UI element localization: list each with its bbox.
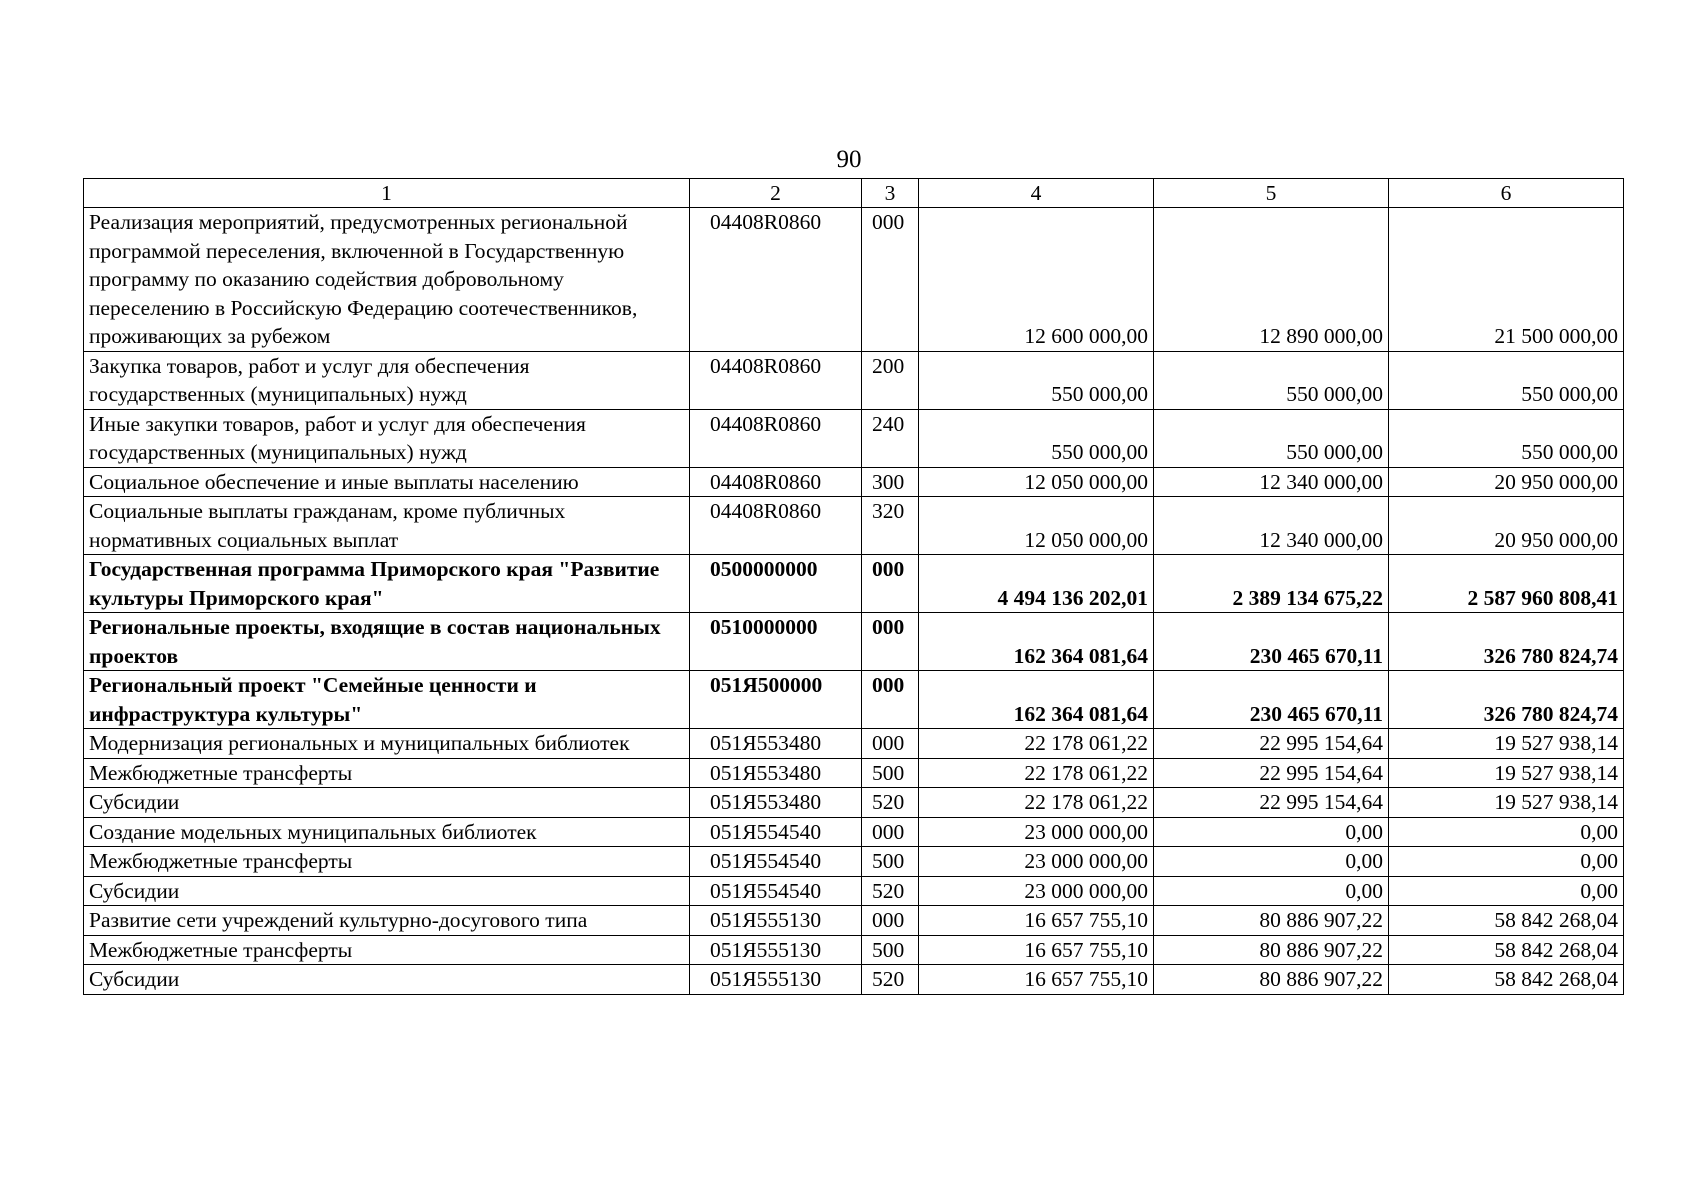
row-expense-type: 300 — [862, 467, 919, 497]
row-value-col6: 550 000,00 — [1389, 409, 1624, 467]
row-target-code: 051Я553480 — [690, 788, 862, 818]
column-header: 4 — [919, 179, 1154, 208]
row-name: Социальное обеспечение и иные выплаты населению — [84, 467, 690, 497]
budget-table — [83, 178, 1624, 995]
row-value-col4: 22 178 061,22 — [919, 758, 1154, 788]
row-value-col5: 22 995 154,64 — [1154, 758, 1389, 788]
table-row — [84, 671, 1624, 729]
row-target-code: 04408R0860 — [690, 351, 862, 409]
row-value-col5: 230 465 670,11 — [1154, 613, 1389, 671]
row-value-col6: 0,00 — [1389, 876, 1624, 906]
row-value-col4: 23 000 000,00 — [919, 817, 1154, 847]
row-value-col6: 58 842 268,04 — [1389, 935, 1624, 965]
table-row — [84, 467, 1624, 497]
row-name: Создание модельных муниципальных библиотек — [84, 817, 690, 847]
row-target-code: 051Я555130 — [690, 965, 862, 995]
row-value-col4: 12 600 000,00 — [919, 208, 1154, 352]
row-name: Закупка товаров, работ и услуг для обеспечения государственных (муниципальных) нужд — [84, 351, 690, 409]
row-target-code: 051Я553480 — [690, 729, 862, 759]
row-name: Субсидии — [84, 876, 690, 906]
row-name: Развитие сети учреждений культурно-досугового типа — [84, 906, 690, 936]
row-name: Иные закупки товаров, работ и услуг для обеспечения государственных (муниципальных) нужд — [84, 409, 690, 467]
row-name: Региональный проект "Семейные ценности и инфраструктура культуры" — [84, 671, 690, 729]
row-expense-type: 200 — [862, 351, 919, 409]
table-row — [84, 208, 1624, 352]
table-row — [84, 965, 1624, 995]
row-value-col5: 0,00 — [1154, 876, 1389, 906]
row-name: Межбюджетные трансферты — [84, 935, 690, 965]
row-value-col6: 20 950 000,00 — [1389, 497, 1624, 555]
column-header: 6 — [1389, 179, 1624, 208]
row-target-code: 04408R0860 — [690, 497, 862, 555]
column-header: 3 — [862, 179, 919, 208]
table-row — [84, 555, 1624, 613]
row-value-col5: 12 340 000,00 — [1154, 467, 1389, 497]
row-value-col6: 19 527 938,14 — [1389, 758, 1624, 788]
row-expense-type: 500 — [862, 758, 919, 788]
table-row — [84, 817, 1624, 847]
table-row — [84, 788, 1624, 818]
table-row — [84, 847, 1624, 877]
row-target-code: 0500000000 — [690, 555, 862, 613]
row-value-col5: 80 886 907,22 — [1154, 935, 1389, 965]
row-value-col4: 22 178 061,22 — [919, 729, 1154, 759]
row-target-code: 051Я555130 — [690, 906, 862, 936]
row-value-col6: 58 842 268,04 — [1389, 965, 1624, 995]
row-value-col6: 20 950 000,00 — [1389, 467, 1624, 497]
row-value-col5: 0,00 — [1154, 847, 1389, 877]
row-value-col4: 16 657 755,10 — [919, 965, 1154, 995]
row-expense-type: 000 — [862, 906, 919, 936]
page-number: 90 — [836, 146, 862, 173]
row-value-col4: 16 657 755,10 — [919, 935, 1154, 965]
row-expense-type: 520 — [862, 876, 919, 906]
row-name: Модернизация региональных и муниципальных библиотек — [84, 729, 690, 759]
row-value-col5: 230 465 670,11 — [1154, 671, 1389, 729]
row-name: Реализация мероприятий, предусмотренных региональной программой переселения, включенной в Государственную программу по оказанию содействия добровольному переселению в Российскую Федерацию соотечественников, проживающих за рубежом — [84, 208, 690, 352]
row-target-code: 051Я554540 — [690, 817, 862, 847]
row-expense-type: 000 — [862, 671, 919, 729]
row-target-code: 051Я554540 — [690, 847, 862, 877]
row-name: Социальные выплаты гражданам, кроме публичных нормативных социальных выплат — [84, 497, 690, 555]
row-value-col4: 16 657 755,10 — [919, 906, 1154, 936]
row-value-col5: 12 890 000,00 — [1154, 208, 1389, 352]
table-row — [84, 758, 1624, 788]
row-target-code: 04408R0860 — [690, 208, 862, 352]
row-value-col6: 550 000,00 — [1389, 351, 1624, 409]
row-target-code: 051Я554540 — [690, 876, 862, 906]
row-expense-type: 240 — [862, 409, 919, 467]
row-value-col6: 0,00 — [1389, 847, 1624, 877]
row-name: Межбюджетные трансферты — [84, 847, 690, 877]
row-value-col6: 58 842 268,04 — [1389, 906, 1624, 936]
table-row — [84, 497, 1624, 555]
row-name: Региональные проекты, входящие в состав национальных проектов — [84, 613, 690, 671]
row-expense-type: 000 — [862, 729, 919, 759]
row-value-col4: 23 000 000,00 — [919, 876, 1154, 906]
row-expense-type: 000 — [862, 817, 919, 847]
table-row — [84, 409, 1624, 467]
row-target-code: 0510000000 — [690, 613, 862, 671]
row-value-col4: 23 000 000,00 — [919, 847, 1154, 877]
row-target-code: 04408R0860 — [690, 467, 862, 497]
row-value-col4: 4 494 136 202,01 — [919, 555, 1154, 613]
row-value-col6: 0,00 — [1389, 817, 1624, 847]
row-expense-type: 520 — [862, 965, 919, 995]
row-value-col5: 22 995 154,64 — [1154, 788, 1389, 818]
row-value-col4: 550 000,00 — [919, 351, 1154, 409]
row-value-col5: 80 886 907,22 — [1154, 965, 1389, 995]
table-row — [84, 935, 1624, 965]
row-expense-type: 500 — [862, 847, 919, 877]
row-name: Государственная программа Приморского края "Развитие культуры Приморского края" — [84, 555, 690, 613]
row-value-col6: 2 587 960 808,41 — [1389, 555, 1624, 613]
table-row — [84, 906, 1624, 936]
row-value-col6: 19 527 938,14 — [1389, 788, 1624, 818]
row-expense-type: 000 — [862, 208, 919, 352]
row-value-col6: 326 780 824,74 — [1389, 671, 1624, 729]
column-header: 1 — [84, 179, 690, 208]
row-name: Межбюджетные трансферты — [84, 758, 690, 788]
row-value-col4: 12 050 000,00 — [919, 467, 1154, 497]
column-header: 2 — [690, 179, 862, 208]
row-value-col5: 80 886 907,22 — [1154, 906, 1389, 936]
row-target-code: 051Я555130 — [690, 935, 862, 965]
row-value-col4: 162 364 081,64 — [919, 671, 1154, 729]
row-name: Субсидии — [84, 965, 690, 995]
row-expense-type: 320 — [862, 497, 919, 555]
row-value-col4: 12 050 000,00 — [919, 497, 1154, 555]
row-value-col6: 19 527 938,14 — [1389, 729, 1624, 759]
table-row — [84, 351, 1624, 409]
row-value-col5: 0,00 — [1154, 817, 1389, 847]
row-value-col6: 21 500 000,00 — [1389, 208, 1624, 352]
row-value-col5: 2 389 134 675,22 — [1154, 555, 1389, 613]
row-value-col4: 162 364 081,64 — [919, 613, 1154, 671]
row-target-code: 04408R0860 — [690, 409, 862, 467]
row-value-col5: 22 995 154,64 — [1154, 729, 1389, 759]
column-number-header-row — [84, 179, 1624, 208]
row-expense-type: 000 — [862, 613, 919, 671]
row-expense-type: 000 — [862, 555, 919, 613]
row-name: Субсидии — [84, 788, 690, 818]
table-row — [84, 876, 1624, 906]
row-value-col4: 550 000,00 — [919, 409, 1154, 467]
table-row — [84, 613, 1624, 671]
row-target-code: 051Я500000 — [690, 671, 862, 729]
row-value-col5: 550 000,00 — [1154, 351, 1389, 409]
row-target-code: 051Я553480 — [690, 758, 862, 788]
row-value-col6: 326 780 824,74 — [1389, 613, 1624, 671]
column-header: 5 — [1154, 179, 1389, 208]
row-expense-type: 500 — [862, 935, 919, 965]
row-value-col4: 22 178 061,22 — [919, 788, 1154, 818]
row-value-col5: 550 000,00 — [1154, 409, 1389, 467]
table-row — [84, 729, 1624, 759]
row-value-col5: 12 340 000,00 — [1154, 497, 1389, 555]
row-expense-type: 520 — [862, 788, 919, 818]
